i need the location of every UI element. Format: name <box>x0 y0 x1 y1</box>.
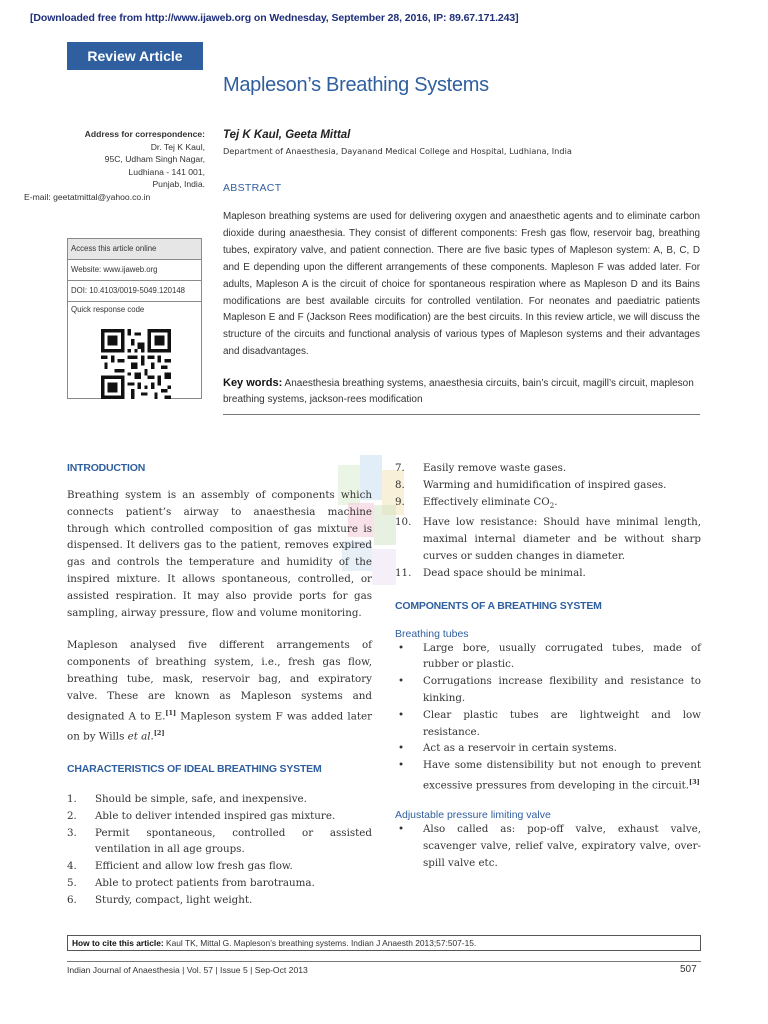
citation-ref[interactable]: [3] <box>689 778 700 786</box>
access-article-box <box>67 238 202 399</box>
qr-label: Quick response code <box>71 305 145 314</box>
abstract-heading: ABSTRACT <box>223 182 282 194</box>
article-type-badge: Review Article <box>67 42 203 70</box>
list-item: 8. Warming and humidification of inspired gases. <box>395 478 667 491</box>
list-item: • Have some distensibility but not enough to prevent excessive pressures from developing in the circuit.[3] <box>395 757 701 794</box>
correspondence-email: E-mail: geetatmittal@yahoo.co.in <box>24 191 151 202</box>
correspondence-label: Address for correspondence: <box>84 129 205 139</box>
list-item: 3. Permit spontaneous, controlled or assisted ventilation in all age groups. <box>67 826 372 856</box>
list-item: • Clear plastic tubes are lightweight and low resistance. <box>395 707 701 741</box>
list-item: 11. Dead space should be minimal. <box>395 566 586 579</box>
article-title: Mapleson’s Breathing Systems <box>223 74 489 96</box>
characteristics-list-continued <box>395 460 701 582</box>
page-number: 507 <box>680 964 697 975</box>
left-column <box>67 462 372 909</box>
list-item: 5. Able to protect patients from barotrauma. <box>67 876 315 889</box>
citation-ref[interactable]: [2] <box>153 728 165 737</box>
list-item: 10. Have low resistance: Should have minimal length, maximal internal diameter and be without sharp curves or sudden changes in diameter. <box>395 516 701 563</box>
intro-text-etal: et al. <box>127 730 154 743</box>
intro-paragraph <box>67 637 372 745</box>
section-heading-characteristics: CHARACTERISTICS OF IDEAL BREATHING SYSTEM <box>67 763 322 775</box>
list-item: 6. Sturdy, compact, light weight. <box>67 893 253 906</box>
abstract-divider <box>223 414 700 415</box>
address-line: Ludhiana - 141 001, <box>128 166 205 177</box>
qr-code-icon[interactable] <box>101 329 171 399</box>
address-line: 95C, Udham Singh Nagar, <box>104 154 205 165</box>
list-item: • Corrugations increase flexibility and resistance to kinking. <box>395 673 701 707</box>
apl-valve-list <box>395 821 701 871</box>
list-item: 2. Able to deliver intended inspired gas mixture. <box>67 809 336 822</box>
subheading-apl-valve: Adjustable pressure limiting valve <box>395 809 551 822</box>
cite-text: Kaul TK, Mittal G. Mapleson’s breathing systems. Indian J Anaesth 2013;57:507-15. <box>163 938 477 948</box>
footer-divider <box>67 961 701 962</box>
intro-text: Mapleson system F was added later on by Wills <box>67 709 372 743</box>
authors: Tej K Kaul, Geeta Mittal <box>223 129 351 141</box>
keywords-label: Key words: <box>223 377 283 389</box>
list-item: 9. Effectively eliminate $CO_2$. <box>395 495 558 510</box>
address-line: Punjab, India. <box>152 179 205 190</box>
intro-paragraph: Breathing system is an assembly of components which connects patient’s airway to anaesthesia machine through which controlled composition of gas mixture is dispensed. It delivers gas to the patient, removes expired gas and controls the temperature and humidity of the inspired mixture. It allows spontaneous, controlled, or assisted respiration. It may also provide ports for gas sampling, airway pressure, flow and volume monitoring. <box>67 489 372 619</box>
cite-label: How to cite this article: <box>72 938 164 948</box>
affiliation: Department of Anaesthesia, Dayanand Medical College and Hospital, Ludhiana, India <box>223 146 572 156</box>
citation-ref[interactable]: [1] <box>165 708 177 717</box>
access-header: Access this article online <box>68 239 201 260</box>
list-item: • Act as a reservoir in certain systems. <box>395 740 701 757</box>
subheading-breathing-tubes: Breathing tubes <box>395 627 469 640</box>
how-to-cite-box <box>67 935 701 951</box>
doi-link[interactable]: DOI: 10.4103/0019-5049.120148 <box>68 281 201 302</box>
section-heading-components: COMPONENTS OF A BREATHING SYSTEM <box>395 599 602 612</box>
website-link[interactable]: Website: www.ijaweb.org <box>68 260 201 281</box>
list-item: 4. Efficient and allow low fresh gas flow. <box>67 860 293 873</box>
keywords <box>223 375 700 408</box>
correspondence-address <box>24 128 205 204</box>
abstract-text: Mapleson breathing systems are used for delivering oxygen and anaesthetic agents and to eliminate carbon dioxide during anaesthesia. They consist of different components: Fresh gas flow, reservoir bag, breathing tubes, expiratory valve, and patient connection. There are five basic types of Mapleson system: A, B, C, D and E depending upon the different arrangements of these components. Mapleson F was added later. For adults, Mapleson A is the circuit of choice for spontaneous respiration where as Mapleson D and its Bains modifications are best available circuits for controlled ventilation. For neonates and paediatric patients Mapleson E and F (Jackson Rees modification) are the best circuits. In this review article, we will discuss the structure of the circuits and functional analysis of various types of Mapleson systems and their advantages and disadvantages. <box>223 211 700 358</box>
section-heading-introduction: INTRODUCTION <box>67 462 146 474</box>
list-item: • Large bore, usually corrugated tubes, made of rubber or plastic. <box>395 640 701 674</box>
intro-text: Mapleson analysed five different arrangements of components of breathing system, i.e., fresh gas flow, breathing tube, mask, reservoir bag, and expiratory valve. These are known as Mapleson systems and designated A to E. <box>67 639 372 722</box>
journal-footer: Indian Journal of Anaesthesia | Vol. 57 | Issue 5 | Sep-Oct 2013 <box>67 965 308 975</box>
address-line: Dr. Tej K Kaul, <box>150 141 205 152</box>
keywords-text: Anaesthesia breathing systems, anaesthesia circuits, bain’s circuit, magill’s circuit, mapleson breathing systems, jackson-rees modification <box>223 378 694 405</box>
characteristics-list <box>67 791 372 909</box>
list-item: • Also called as: pop-off valve, exhaust valve, scavenger valve, relief valve, expiratory valve, over-spill valve etc. <box>395 821 701 871</box>
list-item: 7. Easily remove waste gases. <box>395 462 567 474</box>
breathing-tubes-list <box>395 640 701 795</box>
right-column <box>395 460 701 872</box>
list-item: 1. Should be simple, safe, and inexpensive. <box>67 793 307 805</box>
download-note: [Downloaded free from http://www.ijaweb.org on Wednesday, September 28, 2016, IP: 89.67.171.243] <box>30 12 519 24</box>
